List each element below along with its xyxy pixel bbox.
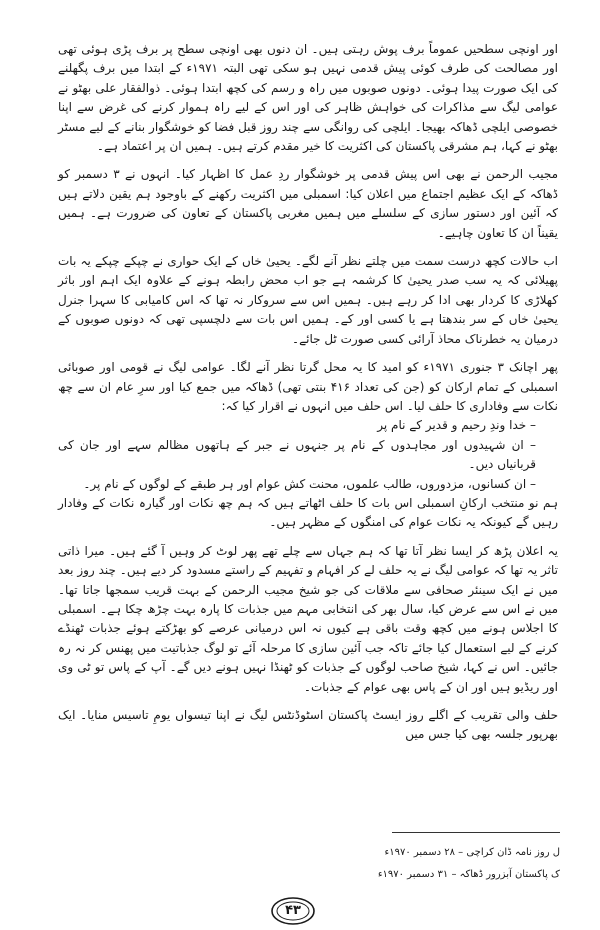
- paragraph-text: اب حالات کچھ درست سمت میں چلتے نظر آنے لگے۔ یحییٰ خاں کے ایک حواری نے چپکے چپکے یہ بات پھیلائی کہ یہ سب صدر یحییٰ کا کرشمہ ہے جو اب محض رابطہ ہونے کے علاوہ ایک اہم اور باثر کھلاڑی کا کردار بھی ادا کر رہے ہیں۔ ہمیں اس سے سروکار نہ تھا کہ اس کامیابی کا سہرا جنرل یحییٰ خاں کے سر بندھتا ہے یا کسی اور کے۔ ہمیں اس بات سے دلچسپی تھی کہ دونوں صوبوں کے درمیان یہ خطرناک محاذ آرائی کسی صورت ٹل جائے۔: [58, 254, 558, 346]
- paragraph-3: [58, 252, 558, 349]
- footnote: ل روز نامہ ڈان کراچی – ۲۸ دسمبر ۱۹۷۰ء: [384, 847, 560, 858]
- paragraph-2: [58, 165, 558, 243]
- oath-item: – ان شہیدوں اور مجاہدوں کے نام پر جنہوں نے جبر کے ہاتھوں مظالم سہے اور جان کی قربانیاں دیں۔: [58, 436, 536, 475]
- paragraph-6: [58, 542, 558, 697]
- footnote-divider: [392, 832, 560, 833]
- oath-item: – ان کسانوں، مزدوروں، طالب علموں، محنت کش عوام اور ہر طبقے کے لوگوں کے نام پر۔: [58, 475, 536, 494]
- paragraph-text: مجیب الرحمن نے بھی اس پیش قدمی پر خوشگوار ردِ عمل کا اظہار کیا۔ انہوں نے ۳ دسمبر کو ڈھاکہ کے ایک عظیم اجتماع میں اعلان کیا: اسمبلی میں اکثریت رکھنے کے باوجود ہم یقین دلاتے ہیں کہ آئین اور دستور سازی کے سلسلے میں ہمیں مغربی پاکستان کے تعاون کی ضرورت ہے۔ ہمیں یقیناً ان کا تعاون چاہیے۔: [58, 167, 558, 240]
- body-text: [58, 40, 558, 754]
- paragraph-text: اور اونچی سطحیں عموماً برف پوش رہتی ہیں۔ ان دنوں بھی اونچی سطح پر برف پڑی ہوئی تھی اور مصالحت کی طرف کوئی پیش قدمی نہیں ہو سکی تھی البتہ ۱۹۷۱ء کے ابتدا میں برف پگھلنے کی ایک صورت پیدا ہوئی۔ دونوں صوبوں میں راہ و رسم کی کچھ ابتدا ہوئی۔ ذوالفقار علی بھٹو نے عوامی لیگ سے مذاکرات کی خواہش ظاہر کی اور اس کے لیے راہ ہموار کرنے کی غرض سے اپنا خصوصی ایلچی ڈھاکہ بھیجا۔ ایلچی کی روانگی سے چند روز قبل فضا کو خوشگوار بنانے کے لیے مسٹر بھٹو نے کہا، ہم مشرقی پاکستان کی اکثریت کا خیر مقدم کرتے ہیں۔ ہمیں ان پر اعتماد ہے۔: [58, 42, 558, 154]
- footnotes: [160, 842, 560, 886]
- oath-declaration: ہم نو منتخب ارکانِ اسمبلی اس بات کا حلف اٹھاتے ہیں کہ ہم چھ نکات اور گیارہ نکات کے وفادار رہیں گے کیونکہ یہ نکات عوام کی امنگوں کے مظہر ہیں۔: [58, 495, 558, 530]
- paragraph-text: پھر اچانک ۳ جنوری ۱۹۷۱ء کو امید کا یہ محل گرتا نظر آنے لگا۔ عوامی لیگ نے قومی اور صوبائی اسمبلی کے تمام ارکان کو (جن کی تعداد ۴۱۶ بنتی تھی) ڈھاکہ میں جمع کیا اور سرِ عام ان سے چھ نکات سے وفاداری کا حلف لیا۔ اس حلف میں انہوں نے اقرار کیا کہ:: [58, 360, 558, 413]
- footnote: ک پاکستان آبزرور ڈھاکہ – ۳۱ دسمبر ۱۹۷۰ء: [377, 869, 560, 880]
- paragraph-4: [58, 358, 558, 533]
- oath-item: – خدا وندِ رحیم و قدیر کے نام پر: [58, 416, 536, 435]
- paragraph-7: [58, 706, 558, 745]
- paragraph-text: حلف والی تقریب کے اگلے روز ایسٹ پاکستان اسٹوڈنٹس لیگ نے اپنا تیسواں یومِ تاسیس منایا۔ ایک بھرپور جلسہ بھی کیا جس میں: [58, 708, 558, 742]
- paragraph-1: [58, 40, 558, 156]
- page-number: ۴۳: [285, 903, 301, 918]
- page-number-badge: [270, 896, 316, 926]
- paragraph-text: یہ اعلان پڑھ کر ایسا نظر آتا تھا کہ ہم جہاں سے چلے تھے پھر لوٹ کر وہیں آ گئے ہیں۔ میرا ذاتی تاثر یہ تھا کہ عوامی لیگ نے یہ حلف لے کر افہام و تفہیم کے راستے مسدود کر دیے ہیں۔ چند روز بعد میں نے ایک سینئر صحافی سے ملاقات کی جو شیخ مجیب الرحمن کے بہت قریب سمجھا جاتا تھا۔ میں نے اس سے عرض کیا، سال بھر کی انتخابی مہم میں جذبات کا پارہ بہت چڑھ چکا ہے۔ اسمبلی کا اجلاس ہونے میں کچھ وقت باقی ہے کیوں نہ اس درمیانی عرصے کو بھڑکتے ہوئے جذبات ٹھنڈے کرنے کے لیے استعمال کیا جائے تاکہ جب آئین سازی کا مرحلہ آئے تو لوگ جذباتیت میں پھنس کر نہ رہ جائیں۔ اس نے کہا، شیخ صاحب لوگوں کے جذبات کو ٹھنڈا نہیں ہونے دیں گے۔ آپ کے پاس تو ٹی وی اور ریڈیو ہیں اور ان کے پاس بھی عوام کے جذبات۔: [58, 543, 558, 694]
- oath-list: [58, 416, 558, 494]
